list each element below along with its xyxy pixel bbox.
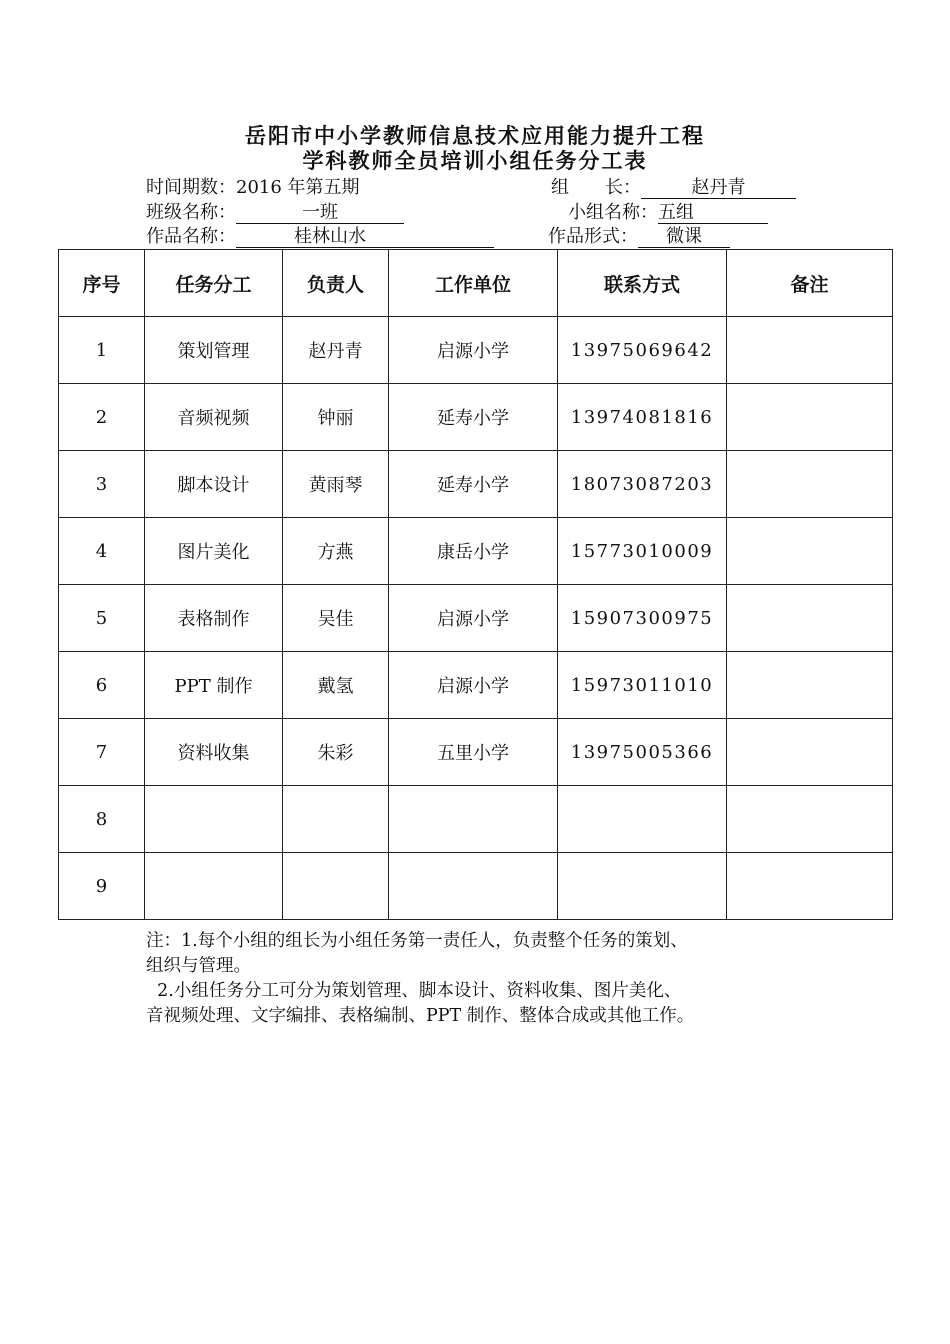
period-field (146, 177, 360, 199)
cell-task (145, 786, 283, 853)
leader-label: 组 长： (551, 177, 641, 198)
cell-index: 9 (59, 853, 145, 920)
cell-remarks (727, 451, 893, 518)
cell-unit: 康岳小学 (389, 518, 558, 585)
cell-index: 5 (59, 585, 145, 652)
form-field (548, 226, 730, 248)
table-row (59, 384, 893, 451)
table-row (59, 652, 893, 719)
table-row (59, 451, 893, 518)
header-task: 任务分工 (145, 250, 283, 317)
leader-value: 赵丹青 (641, 178, 796, 199)
cell-contact (558, 786, 727, 853)
note-line-4: 音视频处理、文字编排、表格编制、PPT 制作、整体合成或其他工作。 (146, 1006, 695, 1026)
cell-unit: 启源小学 (389, 652, 558, 719)
cell-task: PPT 制作 (145, 652, 283, 719)
cell-contact: 15773010009 (558, 518, 727, 585)
table-row (59, 719, 893, 786)
task-table (58, 249, 893, 920)
table-row (59, 518, 893, 585)
document-title: 岳阳市中小学教师信息技术应用能力提升工程 (245, 123, 705, 148)
table-row (59, 853, 893, 920)
header-owner: 负责人 (283, 250, 389, 317)
table-row (59, 317, 893, 384)
cell-unit (389, 853, 558, 920)
work-value (236, 227, 494, 248)
cell-unit: 五里小学 (389, 719, 558, 786)
cell-unit: 延寿小学 (389, 384, 558, 451)
group-field (568, 202, 768, 224)
cell-unit: 启源小学 (389, 585, 558, 652)
cell-index: 8 (59, 786, 145, 853)
header-index: 序号 (59, 250, 145, 317)
cell-unit: 延寿小学 (389, 451, 558, 518)
cell-index: 7 (59, 719, 145, 786)
table-row (59, 786, 893, 853)
cell-index: 4 (59, 518, 145, 585)
cell-remarks (727, 518, 893, 585)
form-value: 微课 (638, 227, 730, 248)
cell-contact: 15907300975 (558, 585, 727, 652)
cell-remarks (727, 786, 893, 853)
period-value: 2016 年第五期 (236, 177, 360, 198)
cell-task: 表格制作 (145, 585, 283, 652)
period-label: 时间期数： (146, 177, 236, 198)
cell-contact: 13975069642 (558, 317, 727, 384)
cell-owner: 黄雨琴 (283, 451, 389, 518)
document-subtitle: 学科教师全员培训小组任务分工表 (302, 148, 648, 173)
class-value: 一班 (236, 203, 404, 224)
cell-task: 脚本设计 (145, 451, 283, 518)
cell-task: 策划管理 (145, 317, 283, 384)
note-line-2: 组织与管理。 (146, 956, 251, 976)
cell-remarks (727, 652, 893, 719)
table-row (59, 585, 893, 652)
cell-remarks (727, 384, 893, 451)
cell-remarks (727, 853, 893, 920)
cell-index: 3 (59, 451, 145, 518)
cell-unit (389, 786, 558, 853)
cell-remarks (727, 585, 893, 652)
cell-task: 音频视频 (145, 384, 283, 451)
cell-owner: 钟丽 (283, 384, 389, 451)
cell-owner: 方燕 (283, 518, 389, 585)
cell-task: 图片美化 (145, 518, 283, 585)
cell-owner: 戴氢 (283, 652, 389, 719)
cell-owner (283, 853, 389, 920)
group-label: 小组名称： (568, 202, 658, 223)
form-label: 作品形式： (548, 226, 638, 247)
header-remarks: 备注 (727, 250, 893, 317)
cell-task (145, 853, 283, 920)
cell-task: 资料收集 (145, 719, 283, 786)
header-unit: 工作单位 (389, 250, 558, 317)
cell-index: 6 (59, 652, 145, 719)
work-value-text: 桂林山水 (294, 226, 366, 247)
cell-contact: 18073087203 (558, 451, 727, 518)
cell-contact: 13975005366 (558, 719, 727, 786)
cell-index: 1 (59, 317, 145, 384)
note-line-3: 2.小组任务分工可分为策划管理、脚本设计、资料收集、图片美化、 (146, 981, 682, 1001)
table-header-row (59, 250, 893, 317)
cell-owner: 吴佳 (283, 585, 389, 652)
cell-remarks (727, 317, 893, 384)
header-contact: 联系方式 (558, 250, 727, 317)
cell-contact: 15973011010 (558, 652, 727, 719)
work-label: 作品名称： (146, 226, 236, 247)
cell-contact (558, 853, 727, 920)
cell-owner: 赵丹青 (283, 317, 389, 384)
class-field (146, 202, 404, 224)
leader-field (551, 177, 796, 199)
cell-remarks (727, 719, 893, 786)
cell-unit: 启源小学 (389, 317, 558, 384)
work-field (146, 226, 494, 248)
class-label: 班级名称： (146, 202, 236, 223)
cell-contact: 13974081816 (558, 384, 727, 451)
note-line-1: 注：1.每个小组的组长为小组任务第一责任人，负责整个任务的策划、 (146, 931, 688, 951)
cell-owner: 朱彩 (283, 719, 389, 786)
cell-owner (283, 786, 389, 853)
cell-index: 2 (59, 384, 145, 451)
group-value: 五组 (658, 203, 768, 224)
